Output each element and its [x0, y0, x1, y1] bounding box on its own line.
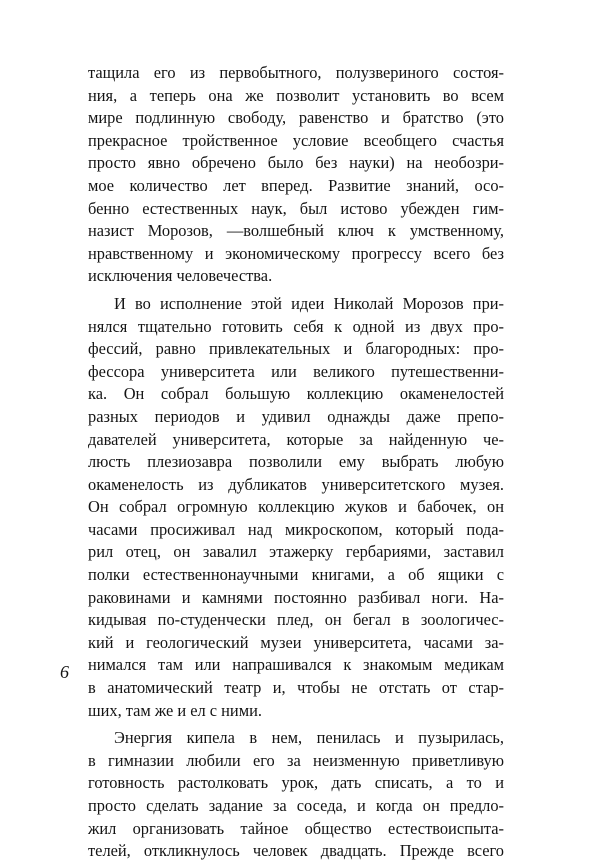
text-line: мире подлинную свободу, равенство и братство (это: [88, 108, 504, 128]
body-text: [88, 62, 504, 863]
text-line: нимался там или напрашивался к знакомым медикам: [88, 655, 504, 675]
text-line: в анатомический театр и, чтобы не отстать от стар-: [88, 678, 504, 698]
text-line: фессора университета или великого путешественни-: [88, 361, 504, 381]
text-line: просто сделать задание за соседа, и когда он предло-: [88, 796, 504, 815]
text-line: раковинами и камнями постоянно разбивал ноги. На-: [88, 587, 504, 607]
text-line: фессий, равно привлекательных и благородных: про-: [88, 339, 504, 359]
text-line: готовность растолковать урок, дать списать, а то и: [88, 773, 504, 793]
text-line: просто явно обречено было без науки) на необозри-: [88, 153, 504, 173]
text-line: прекрасное тройственное условие всеобщего счастья: [88, 130, 504, 150]
text-line: рил отец, он завалил этажерку гербариями, заставил: [88, 542, 504, 562]
page-number: 6: [60, 662, 69, 682]
text-line: бенно естественных наук, был истово убежден гим-: [88, 198, 504, 218]
paragraph: [88, 293, 504, 722]
text-line: полки естественнонаучными книгами, а об ящики с: [88, 565, 504, 585]
text-line: нравственному и экономическому прогрессу всего без: [88, 243, 504, 263]
paragraph: [88, 62, 504, 288]
text-line: часами просиживал над микроскопом, который пода-: [88, 519, 504, 539]
text-line: люсть плезиозавра позволили ему выбрать любую: [88, 452, 504, 472]
text-line: телей, откликнулось человек двадцать. Прежде всего: [88, 841, 504, 861]
text-line: давателей университета, которые за найденную че-: [88, 429, 504, 449]
text-line: ния, а теперь она же позволит установить во всем: [88, 85, 504, 105]
text-line: ка. Он собрал большую коллекцию окаменелостей: [88, 384, 504, 404]
text-line: жил организовать тайное общество естествоиспыта-: [88, 818, 504, 838]
paragraph: [88, 727, 504, 863]
text-line: кидывая по-студенчески плед, он бегал в зоологичес-: [88, 610, 504, 630]
text-line: Энергия кипела в нем, пенилась и пузырилась,: [114, 728, 504, 748]
text-line: нялся тщательно готовить себя к одной из двух про-: [88, 316, 504, 336]
text-line: Он собрал огромную коллекцию жуков и бабочек, он: [88, 497, 504, 517]
text-line: мое количество лет вперед. Развитие знаний, осо-: [88, 175, 504, 195]
text-line: разных периодов и удивил однажды даже препо-: [88, 406, 504, 426]
text-line: окаменелость из дубликатов университетского музея.: [88, 474, 504, 494]
text-line: кий и геологический музеи университета, часами за-: [88, 632, 504, 652]
text-line: назист Морозов, —волшебный ключ к умственному,: [88, 221, 504, 241]
text-line: в гимназии любили его за неизменную приветливую: [88, 750, 504, 770]
text-line: И во исполнение этой идеи Николай Морозов при-: [114, 293, 504, 313]
text-line: исключения человечества.: [88, 266, 273, 286]
text-line: тащила его из первобытного, полузвериного состоя-: [88, 63, 504, 82]
text-line: ших, там же и ел с ними.: [88, 700, 262, 720]
